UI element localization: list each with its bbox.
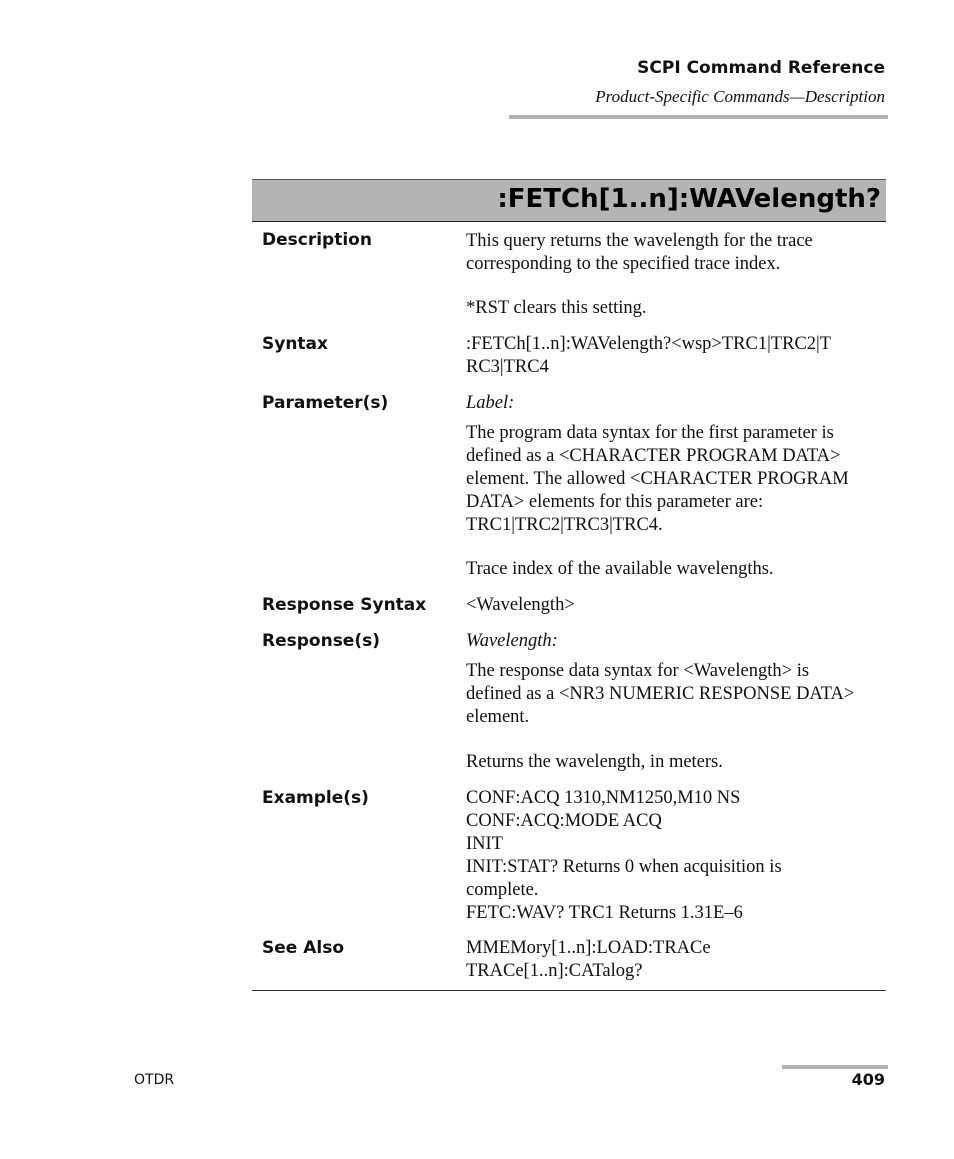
response-syntax-value: <Wavelength> (466, 595, 575, 615)
examples-text (466, 787, 886, 925)
responses-text (466, 660, 886, 729)
footer-divider (782, 1065, 888, 1069)
syntax-line: :FETCh[1..n]:WAVelength?<wsp>TRC1|TRC2|T (466, 334, 832, 354)
footer-product: OTDR (134, 1072, 175, 1088)
example-line: INIT (466, 834, 503, 854)
see-also-link: TRACe[1..n]:CATalog? (466, 961, 643, 981)
parameters-text (466, 422, 886, 537)
examples-label: Example(s) (262, 788, 369, 808)
responses-note (466, 751, 886, 774)
example-line: complete. (466, 880, 539, 900)
responses-name (466, 630, 886, 653)
description-note-line: *RST clears this setting. (466, 298, 647, 318)
response-syntax-text (466, 594, 886, 617)
parameters-line: element. The allowed <CHARACTER PROGRAM (466, 469, 849, 489)
command-title: :FETCh[1..n]:WAVelength? (497, 184, 881, 214)
header-divider (509, 115, 888, 119)
parameters-note (466, 558, 886, 581)
response-syntax-label: Response Syntax (262, 595, 427, 615)
description-line: corresponding to the specified trace index. (466, 254, 781, 274)
example-line: FETC:WAV? TRC1 Returns 1.31E–6 (466, 903, 743, 923)
description-label: Description (262, 230, 372, 250)
parameter-name: Label: (466, 393, 515, 413)
description-text (466, 230, 886, 276)
example-line: CONF:ACQ 1310,NM1250,M10 NS (466, 788, 741, 808)
parameters-label: Parameter(s) (262, 393, 389, 413)
see-also-link: MMEMory[1..n]:LOAD:TRACe (466, 938, 711, 958)
syntax-line: RC3|TRC4 (466, 357, 549, 377)
parameters-line: TRC1|TRC2|TRC3|TRC4. (466, 515, 663, 535)
running-header-title: SCPI Command Reference (637, 58, 885, 78)
responses-line: The response data syntax for <Wavelength> is (466, 661, 810, 681)
see-also-text (466, 937, 886, 983)
response-name: Wavelength: (466, 631, 558, 651)
responses-line: element. (466, 707, 530, 727)
see-also-label: See Also (262, 938, 345, 958)
example-line: CONF:ACQ:MODE ACQ (466, 811, 662, 831)
parameters-line: The program data syntax for the first parameter is (466, 423, 834, 443)
parameters-line: DATA> elements for this parameter are: (466, 492, 764, 512)
parameters-name (466, 392, 886, 415)
syntax-text (466, 333, 886, 379)
page-number: 409 (851, 1070, 885, 1089)
syntax-label: Syntax (262, 334, 328, 354)
responses-label: Response(s) (262, 631, 380, 651)
responses-line: defined as a <NR3 NUMERIC RESPONSE DATA> (466, 684, 855, 704)
responses-note-line: Returns the wavelength, in meters. (466, 752, 723, 772)
description-note (466, 297, 886, 320)
table-bottom-rule (252, 990, 886, 991)
running-header-subtitle: Product-Specific Commands—Description (595, 87, 885, 106)
description-line: This query returns the wavelength for the trace (466, 231, 813, 251)
parameters-line: defined as a <CHARACTER PROGRAM DATA> (466, 446, 841, 466)
example-line: INIT:STAT? Returns 0 when acquisition is (466, 857, 782, 877)
command-title-bar (252, 179, 886, 222)
parameters-note-line: Trace index of the available wavelengths. (466, 559, 774, 579)
